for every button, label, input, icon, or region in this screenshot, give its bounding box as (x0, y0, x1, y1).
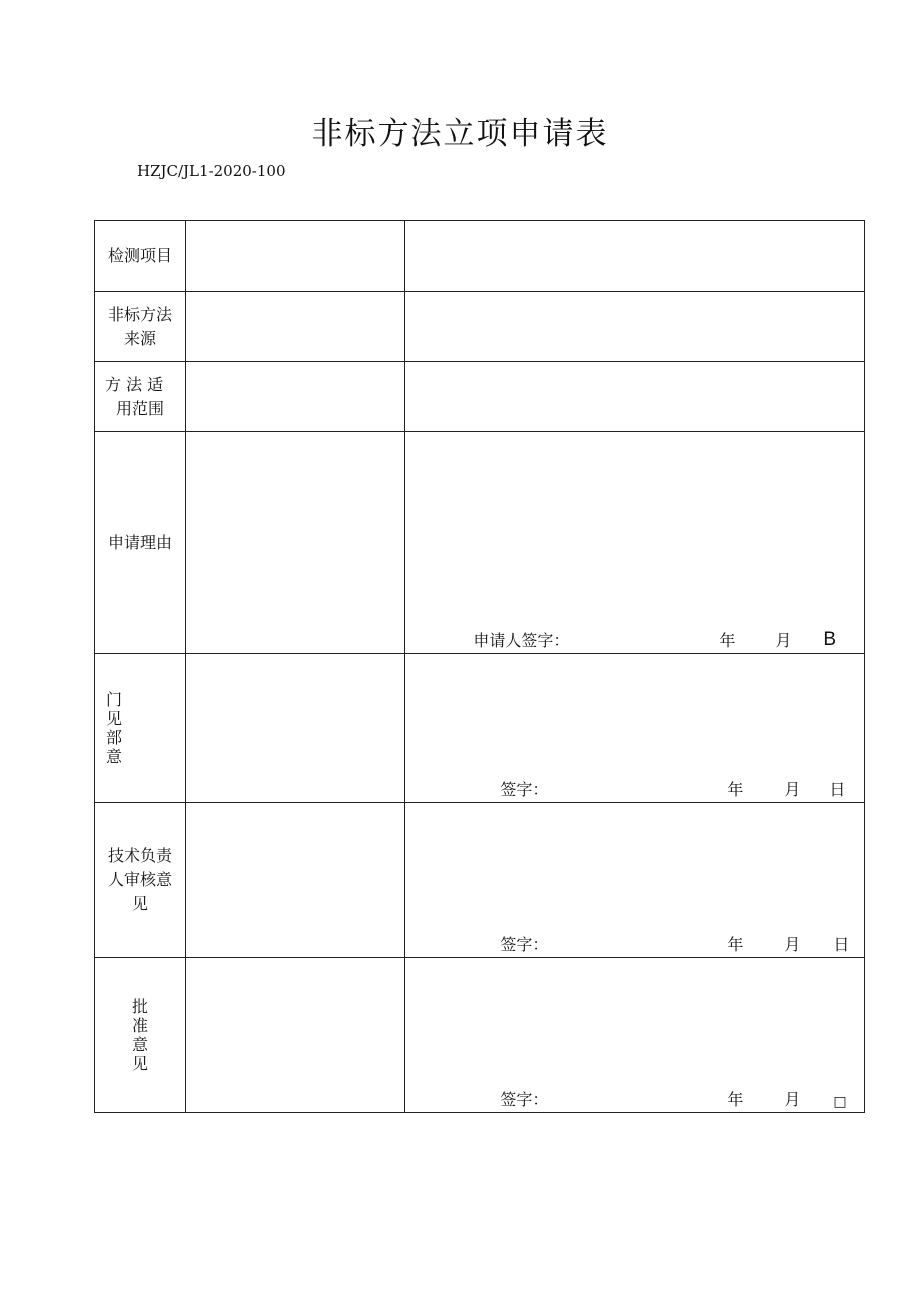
department-label-char-1: 门 (105, 690, 122, 709)
technical-review-field-1[interactable] (186, 803, 405, 958)
label-cell-approval (95, 958, 186, 1113)
approval-year-label: 年 (727, 1090, 744, 1109)
row-technical-review (95, 803, 865, 958)
method-source-field-1[interactable] (186, 292, 405, 362)
test-item-label: 检测项目 (108, 246, 173, 265)
technical-review-label-line1: 技术负责 (108, 846, 173, 865)
label-cell-scope (95, 362, 186, 432)
department-day-label: 日 (829, 780, 846, 799)
technical-review-signature-label: 签字： (500, 935, 549, 954)
row-department (95, 654, 865, 803)
applicant-signature-label: 申请人签字： (473, 631, 570, 650)
label-cell-technical-review (95, 803, 186, 958)
approval-day-label: □ (833, 1094, 847, 1110)
approval-field-1[interactable] (186, 958, 405, 1113)
method-source-label-line2: 来源 (124, 328, 157, 348)
scope-field-2[interactable] (405, 362, 865, 432)
technical-review-label-line3: 见 (132, 894, 149, 913)
department-label-char-3: 部 (105, 728, 122, 747)
approval-label-char-3: 意 (132, 1035, 149, 1054)
method-source-label-line1: 非标方法 (108, 304, 173, 324)
row-scope (95, 362, 865, 432)
row-method-source (95, 292, 865, 362)
approval-label-char-4: 见 (132, 1054, 149, 1073)
reason-field-2[interactable] (405, 432, 865, 654)
department-label-char-2: 见 (105, 709, 122, 728)
document-code: HZJC/JL1-2020-100 (137, 162, 286, 180)
reason-signature-line (405, 629, 864, 651)
reason-label: 申请理由 (108, 532, 173, 552)
department-field-1[interactable] (186, 654, 405, 803)
scope-label-line1: 方 法 适 (105, 374, 164, 394)
label-cell-department (95, 654, 186, 803)
technical-review-label-line2: 人审核意 (108, 870, 173, 889)
label-cell-method-source (95, 292, 186, 362)
reason-month-label: 月 (775, 631, 792, 650)
technical-review-day-label: 日 (833, 935, 850, 954)
approval-month-label: 月 (784, 1090, 801, 1109)
technical-review-year-label: 年 (727, 935, 744, 954)
department-year-label: 年 (727, 780, 744, 799)
test-item-field-2[interactable] (405, 221, 865, 292)
approval-label-char-1: 批 (132, 997, 149, 1016)
reason-year-label: 年 (719, 631, 736, 650)
form-title: 非标方法立项申请表 (311, 116, 609, 152)
application-form-table (94, 220, 865, 1113)
row-reason (95, 432, 865, 654)
test-item-field-1[interactable] (186, 221, 405, 292)
label-cell-reason (95, 432, 186, 654)
method-source-field-2[interactable] (405, 292, 865, 362)
approval-signature-line (405, 1088, 864, 1110)
department-field-2[interactable] (405, 654, 865, 803)
approval-signature-label: 签字： (500, 1090, 549, 1109)
row-approval (95, 958, 865, 1113)
technical-review-month-label: 月 (784, 935, 801, 954)
approval-label-char-2: 准 (132, 1016, 149, 1035)
approval-field-2[interactable] (405, 958, 865, 1113)
department-label-char-4: 意 (105, 747, 122, 766)
department-signature-label: 签字： (500, 780, 549, 799)
technical-review-signature-line (405, 933, 864, 955)
department-month-label: 月 (784, 780, 801, 799)
department-signature-line (405, 778, 864, 800)
row-test-item (95, 221, 865, 292)
scope-field-1[interactable] (186, 362, 405, 432)
reason-day-label: B (823, 629, 837, 650)
scope-label-line2: 用范围 (116, 398, 165, 418)
label-cell-test-item (95, 221, 186, 292)
reason-field-1[interactable] (186, 432, 405, 654)
technical-review-field-2[interactable] (405, 803, 865, 958)
